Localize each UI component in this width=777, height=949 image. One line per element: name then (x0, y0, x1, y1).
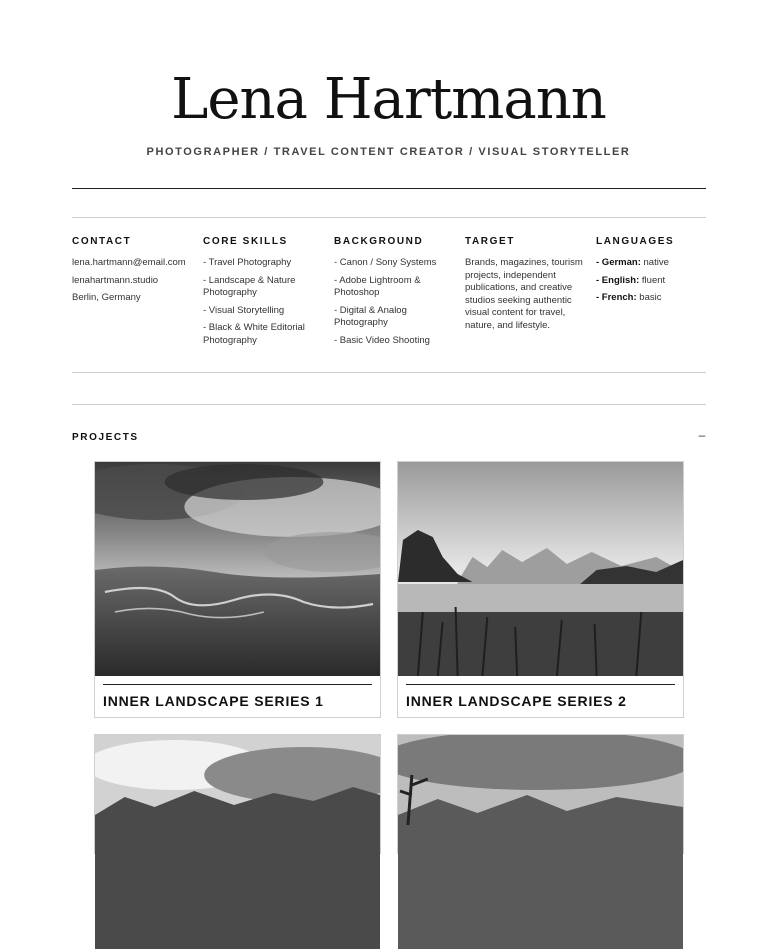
skill-item: - Travel Photography (203, 257, 292, 268)
target-text: Brands, magazines, tourism projects, independent publications, and creative studios seeking authentic visual content for travel, nature, and lifestyle. (465, 257, 583, 331)
language-item (596, 257, 706, 270)
contact-heading: CONTACT (72, 236, 132, 247)
windswept-trees-photo[interactable] (398, 735, 683, 949)
target-heading: TARGET (465, 236, 515, 247)
skills-heading: CORE SKILLS (203, 236, 288, 247)
language-name: - French: (596, 292, 637, 303)
language-item (596, 292, 706, 305)
language-name: - German: (596, 257, 641, 268)
language-level: native (643, 257, 669, 268)
language-level: fluent (641, 274, 666, 286)
background-item: - Canon / Sony Systems (334, 257, 437, 268)
background-heading: BACKGROUND (334, 236, 424, 247)
projects-heading: PROJECTS (72, 432, 139, 443)
karst-lake-photo[interactable] (398, 462, 683, 676)
collapse-toggle-icon[interactable]: – (698, 428, 706, 442)
projects-divider (72, 404, 706, 405)
contact-location: Berlin, Germany (72, 292, 141, 303)
language-name: - English: (596, 274, 640, 286)
tagline: PHOTOGRAPHER / TRAVEL CONTENT CREATOR / VISUAL STORYTELLER (146, 146, 631, 158)
contact-email[interactable]: lena.hartmann@email.com (72, 257, 186, 268)
languages-heading: LANGUAGES (596, 236, 675, 247)
info-section (72, 236, 706, 352)
language-level: basic (639, 292, 662, 303)
skill-item: - Landscape & Nature Photography (203, 274, 296, 298)
target-column (465, 236, 596, 352)
contact-column (72, 236, 203, 352)
info-top-divider (72, 217, 706, 218)
card-title[interactable]: INNER LANDSCAPE SERIES 2 (406, 693, 627, 709)
project-card[interactable] (397, 461, 684, 718)
mountain-clouds-photo[interactable] (95, 735, 380, 949)
stormy-valley-river-photo[interactable] (95, 462, 380, 676)
project-card[interactable] (397, 734, 684, 854)
skill-item: - Black & White Editorial Photography (203, 322, 305, 346)
project-card[interactable] (94, 461, 381, 718)
background-item: - Adobe Lightroom & Photoshop (334, 274, 421, 298)
header-divider (72, 188, 706, 189)
card-title[interactable]: INNER LANDSCAPE SERIES 1 (103, 693, 324, 709)
skill-item: - Visual Storytelling (203, 304, 285, 316)
project-card[interactable] (94, 734, 381, 854)
contact-website[interactable]: lenahartmann.studio (72, 274, 159, 286)
page-header (0, 0, 777, 158)
background-item: - Digital & Analog Photography (334, 304, 407, 328)
language-item (596, 275, 706, 288)
background-column (334, 236, 465, 352)
languages-column (596, 236, 706, 352)
info-bottom-divider (72, 372, 706, 373)
page-title: Lena Hartmann (171, 67, 606, 132)
background-item: - Basic Video Shooting (334, 334, 430, 346)
skills-column (203, 236, 334, 352)
